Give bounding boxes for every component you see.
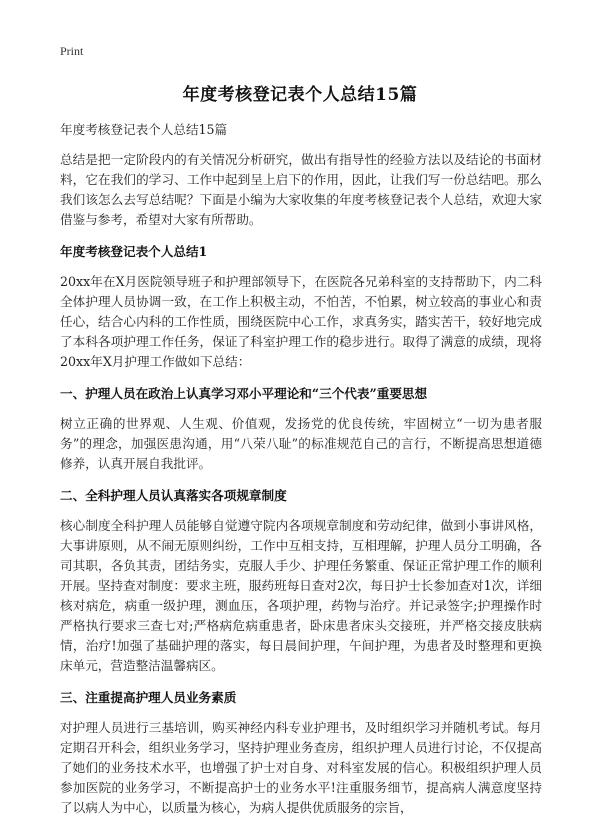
article-body bbox=[60, 120, 542, 828]
section-intro-paragraph: 20xx年在X月医院领导班子和护理部领导下，在医院各兄弟科室的支持帮助下，内二科全体护理人员协调一致，在工作上积极主动，不怕苦，不怕累，树立较高的事业心和责任心，结合心内科的工作性质，围绕医院中心工作，求真务实，踏实苦干，较好地完成了本科各项护理工作任务，保证了科室护理工作的稳步进行。取得了满意的成绩，现将20xx年X月护理工作做如下总结： bbox=[60, 274, 542, 369]
paragraph-quality: 对护理人员进行三基培训，购买神经内科专业护理书，及时组织学习并随机考试。每月定期召开科会，组织业务学习，坚持护理业务查房，组织护理人员进行讨论，不仅提高了她们的业务技术水平，也增强了护士对自身、对科室发展的信心。积极组织护理人员参加医院的业务学习，不断提高护士的业务水平!注重服务细节，提高病人满意度坚持了以病人为中心，以质量为核心，为病人提供优质服务的宗旨， bbox=[60, 720, 542, 815]
heading-politics: 一、护理人员在政治上认真学习邓小平理论和“三个代表”重要思想 bbox=[60, 386, 428, 401]
section-title: 年度考核登记表个人总结1 bbox=[60, 244, 208, 259]
heading-rules: 二、全科护理人员认真落实各项规章制度 bbox=[60, 488, 287, 503]
article-subtitle: 年度考核登记表个人总结15篇 bbox=[60, 122, 228, 137]
paragraph-politics: 树立正确的世界观、人生观、价值观，发扬党的优良传统，牢固树立“一切为患者服务”的理念，加强医患沟通，用“八荣八耻”的标准规范自己的言行，不断提高思想道德修养，认真开展自我批评。 bbox=[60, 416, 542, 471]
paragraph-rules: 核心制度全科护理人员能够自觉遵守院内各项规章制度和劳动纪律，做到小事讲风格，大事讲原则，从不闹无原则纠纷，工作中互相支持，互相理解，护理人员分工明确，各司其职，各负其责，团结务实，克服人手少、护理任务繁重、保证正常护理工作的顺利开展。坚持查对制度：要求主班，服药班每日查对2次，每日护士长参加查对1次，详细核对病危，病重一级护理，测血压，各项护理，药物与治疗。并记录签字;护理操作时严格执行要求三查七对;严格病危病重患者，卧床患者床头交接班，并严格交接皮肤病情，治疗!加强了基础护理的落实，每日晨间护理，午间护理，为患者及时整理和更换床单元，营造整洁温馨病区。 bbox=[60, 518, 542, 673]
print-link[interactable]: Print bbox=[60, 44, 84, 58]
heading-quality: 三、注重提高护理人员业务素质 bbox=[60, 690, 237, 705]
page-title: 年度考核登记表个人总结15篇 bbox=[182, 85, 418, 105]
intro-paragraph: 总结是把一定阶段内的有关情况分析研究，做出有指导性的经验方法以及结论的书面材料，它在我们的学习、工作中起到呈上启下的作用，因此，让我们写一份总结吧。那么我们该怎么去写总结呢？下面是小编为大家收集的年度考核登记表个人总结，欢迎大家借鉴与参考，希望对大家有所帮助。 bbox=[60, 152, 542, 227]
